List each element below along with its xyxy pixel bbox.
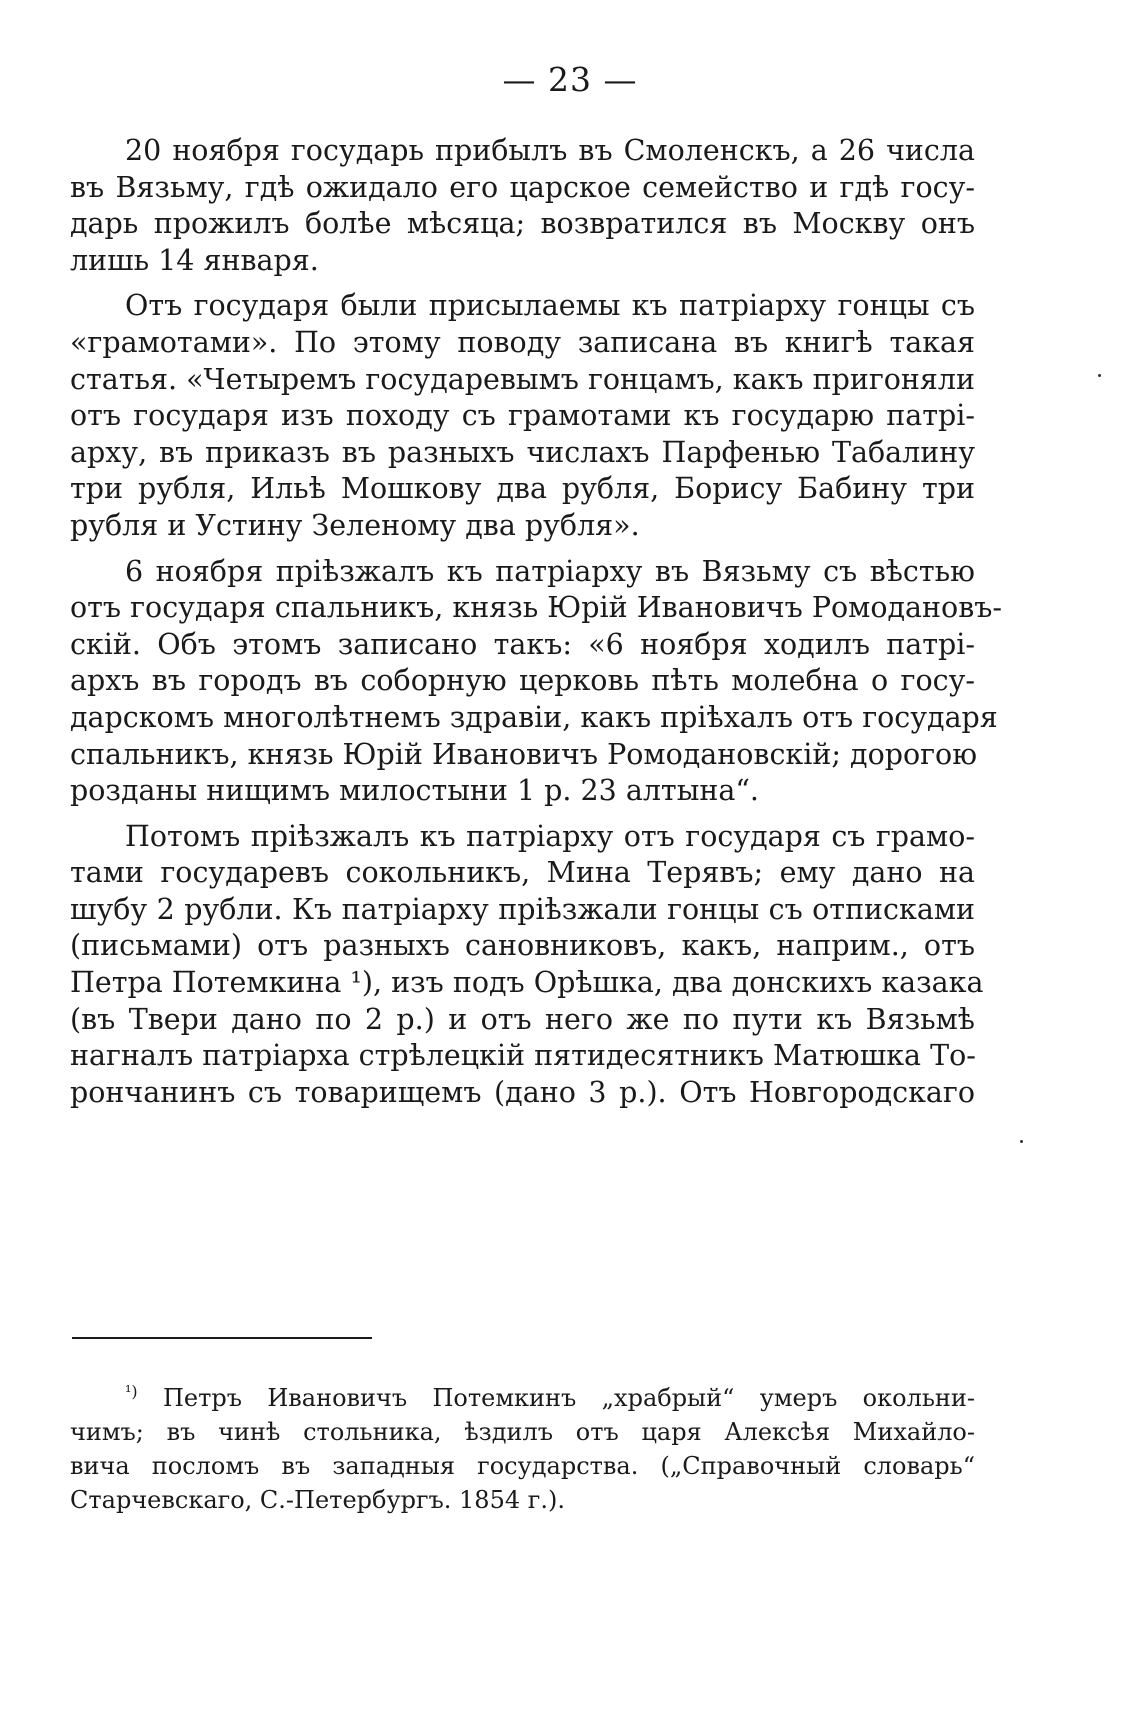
text-line: Петра Потемкина ¹), изъ подъ Орѣшка, два донскихъ казака xyxy=(70,966,984,1000)
text-line: скій. Объ этомъ записано такъ: «6 ноября ходилъ патрі- xyxy=(70,627,975,661)
footnote-line: чимъ; въ чинѣ стольника, ѣздилъ отъ царя Алексѣя Михайло- xyxy=(70,1418,975,1446)
paragraph xyxy=(70,554,1002,810)
text-line: рончанинъ съ товарищемъ (дано 3 р.). Отъ Новгородскаго xyxy=(70,1075,975,1109)
text-line: три рубля, Ильѣ Мошкову два рубля, Борису Бабину три xyxy=(70,472,975,506)
text-line: тами государевъ сокольникъ, Мина Терявъ; ему дано на xyxy=(70,856,975,890)
text-line: (въ Твери дано по 2 р.) и отъ него же по пути къ Вязьмѣ xyxy=(70,1002,975,1036)
paragraph xyxy=(70,133,975,279)
text-line: «грамотами». По этому поводу записана въ книгѣ такая xyxy=(70,325,975,359)
footnote-line: Старчевскаго, С.-Петербургъ. 1854 г.). xyxy=(70,1486,565,1514)
paragraph xyxy=(70,819,984,1112)
text-line: Отъ государя были присылаемы къ патріарху гонцы съ xyxy=(125,289,975,323)
main-text xyxy=(70,133,1002,1120)
footnote-marker: ¹) xyxy=(125,1382,138,1401)
footnote-divider xyxy=(72,1337,372,1339)
text-line: лишь 14 января. xyxy=(70,243,319,277)
scan-speck xyxy=(1098,374,1101,377)
footnote-line: вича посломъ въ западныя государства. („Справочный словарь“ xyxy=(70,1452,975,1480)
text-line: статья. «Четыремъ государевымъ гонцамъ, какъ пригоняли xyxy=(70,362,975,396)
text-line: арху, въ приказъ въ разныхъ числахъ Парфенью Табалину xyxy=(70,435,975,469)
footnote-line-text: Петръ Ивановичъ Потемкинъ „храбрый“ умеръ окольни- xyxy=(162,1384,975,1412)
text-line: отъ государя спальникъ, князь Юрій Ивановичъ Ромодановъ- xyxy=(70,591,1002,625)
text-line: (письмами) отъ разныхъ сановниковъ, какъ, наприм., отъ xyxy=(70,929,975,963)
text-line: 6 ноября пріѣзжалъ къ патріарху въ Вязьму съ вѣстью xyxy=(125,554,975,588)
text-line: розданы нищимъ милостыни 1 р. 23 алтына“. xyxy=(70,774,759,808)
text-line: Потомъ пріѣзжалъ къ патріарху отъ государя съ грамо- xyxy=(125,819,975,853)
paragraph xyxy=(70,288,975,544)
text-line: нагналъ патріарха стрѣлецкій пятидесятникъ Матюшка То- xyxy=(70,1039,976,1073)
text-line: спальникъ, князь Юрій Ивановичъ Ромодановскій; дорогою xyxy=(70,737,978,771)
text-line: отъ государя изъ походу съ грамотами къ государю патрі- xyxy=(70,399,975,433)
page-number: — 23 — xyxy=(502,60,638,99)
text-line: шубу 2 рубли. Къ патріарху пріѣзжали гонцы съ отписками xyxy=(70,892,975,926)
text-line: дарь прожилъ болѣе мѣсяца; возвратился въ Москву онъ xyxy=(70,207,975,241)
footnote xyxy=(70,1381,975,1517)
footnote-line xyxy=(70,1381,975,1415)
text-line: 20 ноября государь прибылъ въ Смоленскъ, а 26 числа xyxy=(125,134,975,167)
text-line: въ Вязьму, гдѣ ожидало его царское семейство и гдѣ госу- xyxy=(70,170,975,204)
text-line: рубля и Устину Зеленому два рубля». xyxy=(70,508,640,542)
text-line: дарскомъ многолѣтнемъ здравіи, какъ пріѣхалъ отъ государя xyxy=(70,700,998,734)
scan-speck xyxy=(1020,1140,1023,1143)
text-line: архъ въ городъ въ соборную церковь пѣть молебна о госу- xyxy=(70,664,975,698)
